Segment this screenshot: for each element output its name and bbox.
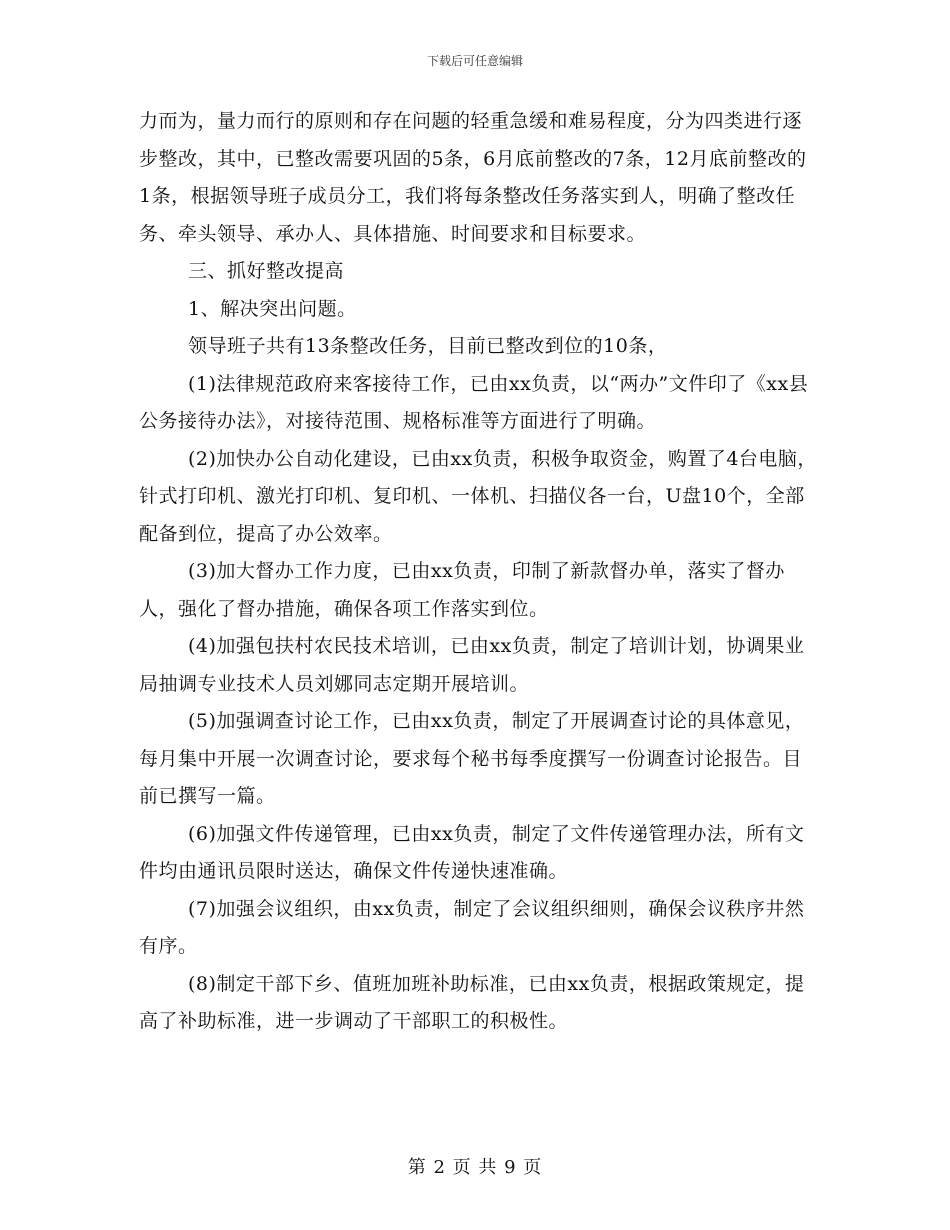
list-item-2: (2)加快办公自动化建设，已由xx负责，积极争取资金，购置了4台电脑，针式打印机、激光打印机、复印机、一体机、扫描仪各一台，U盘10个，全部配备到位，提高了办公效率。 <box>139 447 817 545</box>
list-item-8: (8)制定干部下乡、值班加班补助标准，已由xx负责，根据政策规定，提高了补助标准，进一步调动了干部职工的积极性。 <box>139 972 805 1032</box>
list-item-4: (4)加强包扶村农民技术培训，已由xx负责，制定了培训计划，协调果业局抽调专业技术人员刘娜同志定期开展培训。 <box>139 635 805 695</box>
section-heading: 三、抓好整改提高 <box>188 260 345 282</box>
page-number: 第 2 页 共 9 页 <box>407 1157 543 1178</box>
page-header: 下载后可任意编辑 <box>426 54 523 68</box>
list-item-3: (3)加大督办工作力度，已由xx负责，印制了新款督办单，落实了督办人，强化了督办措施，确保各项工作落实到位。 <box>139 560 785 620</box>
list-item-5: (5)加强调查讨论工作，已由xx负责，制定了开展调查讨论的具体意见，每月集中开展一次调查讨论，要求每个秘书每季度撰写一份调查讨论报告。目前已撰写一篇。 <box>139 710 805 807</box>
subsection-heading: 1、解决突出问题。 <box>188 297 357 320</box>
list-item-7: (7)加强会议组织，由xx负责，制定了会议组织细则，确保会议秩序井然有序。 <box>139 897 805 957</box>
list-item-1: (1)法律规范政府来客接待工作，已由xx负责，以“两办”文件印了《xx县公务接待办法》，对接待范围、规格标准等方面进行了明确。 <box>139 372 809 432</box>
paragraph-summary: 领导班子共有13条整改任务，目前已整改到位的10条， <box>188 335 668 357</box>
document-body <box>139 103 819 1041</box>
paragraph-continuation: 力而为，量力而行的原则和存在问题的轻重急缓和难易程度，分为四类进行逐步整改，其中，已整改需要巩固的5条，6月底前整改的7条，12月底前整改的1条，根据领导班子成员分工，我们将每条整改任务落实到人，明确了整改任务、牵头领导、承办人、具体措施、时间要求和目标要求。 <box>139 110 807 245</box>
list-item-6: (6)加强文件传递管理，已由xx负责，制定了文件传递管理办法，所有文件均由通讯员限时送达，确保文件传递快速准确。 <box>139 822 805 882</box>
